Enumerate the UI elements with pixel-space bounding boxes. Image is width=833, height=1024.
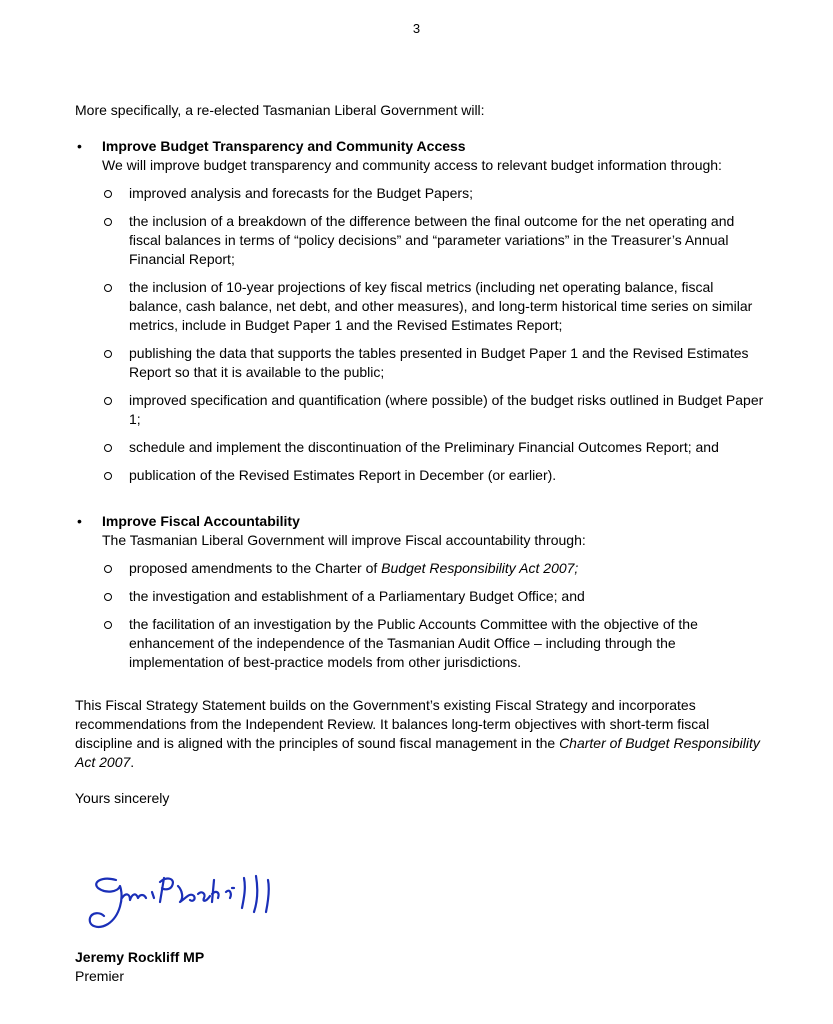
list-item-text: schedule and implement the discontinuation of the Preliminary Financial Outcomes Report; and (129, 439, 719, 455)
list-item-text: the inclusion of a breakdown of the difference between the final outcome for the net operating and fiscal balances in terms of “policy decisions” and “parameter variations” in the Treasurer’s Annual Financial Report; (129, 213, 735, 267)
list-item (102, 184, 765, 203)
circle-bullet-icon (104, 472, 112, 480)
list-item-text: proposed amendments to the Charter of (129, 560, 382, 576)
list-item-text: the facilitation of an investigation by the Public Accounts Committee with the objective of the enhancement of the independence of the Tasmanian Audit Office – including through the implementation of best-practice models from other jurisdictions. (129, 616, 698, 670)
closing-paragraph (75, 696, 765, 772)
list-item-text: the inclusion of 10-year projections of key fiscal metrics (including net operating balance, fiscal balance, cash balance, net debt, and other measures), and long-term historical time series on similar metrics, include in Budget Paper 1 and the Revised Estimates Report; (129, 279, 753, 333)
list-item (102, 559, 765, 578)
closing-text: This Fiscal Strategy Statement builds on the Government’s existing Fiscal Strategy and incorporates recommendations from the Independent Review. It balances long-term objectives with short-term fiscal discipline and is aligned with the principles of sound fiscal management in the (75, 697, 710, 751)
list-item (102, 466, 765, 485)
act-title: Budget Responsibility Act 2007; (381, 560, 579, 576)
bullet-icon: • (77, 138, 82, 154)
circle-bullet-icon (104, 218, 112, 226)
handwritten-signature (80, 868, 290, 938)
list-item (102, 212, 765, 269)
list-item (102, 615, 765, 672)
bullet-icon: • (77, 513, 82, 529)
section-lead: The Tasmanian Liberal Government will improve Fiscal accountability through: (102, 532, 586, 548)
list-item-text: publishing the data that supports the tables presented in Budget Paper 1 and the Revised Estimates Report so that it is available to the public; (129, 345, 749, 380)
circle-bullet-icon (104, 397, 112, 405)
circle-bullet-icon (104, 593, 112, 601)
circle-bullet-icon (104, 621, 112, 629)
section-fiscal-accountability (75, 512, 765, 672)
signer-title: Premier (75, 968, 125, 984)
section-budget-transparency (75, 137, 765, 485)
section-heading: Improve Fiscal Accountability (102, 513, 300, 529)
list-item (102, 438, 765, 457)
page-number: 3 (412, 21, 421, 36)
sub-list (102, 184, 765, 485)
letter-body (75, 101, 765, 822)
list-item (102, 587, 765, 606)
circle-bullet-icon (104, 444, 112, 452)
circle-bullet-icon (104, 565, 112, 573)
list-item-text: improved analysis and forecasts for the Budget Papers; (129, 185, 473, 201)
list-item (102, 391, 765, 429)
circle-bullet-icon (104, 350, 112, 358)
closing-end: . (130, 754, 135, 770)
list-item-text: improved specification and quantification (where possible) of the budget risks outlined in Budget Paper 1; (129, 392, 764, 427)
section-lead: We will improve budget transparency and community access to relevant budget information through: (102, 157, 722, 173)
intro-paragraph: More specifically, a re-elected Tasmanian Liberal Government will: (75, 102, 485, 118)
section-heading: Improve Budget Transparency and Community Access (102, 138, 466, 154)
circle-bullet-icon (104, 284, 112, 292)
valediction: Yours sincerely (75, 790, 170, 806)
list-item-text: the investigation and establishment of a Parliamentary Budget Office; and (129, 588, 585, 604)
list-item (102, 344, 765, 382)
act-title: Charter of Budget Responsibility Act 2007 (75, 735, 760, 770)
list-item-text: publication of the Revised Estimates Report in December (or earlier). (129, 467, 557, 483)
circle-bullet-icon (104, 190, 112, 198)
signer-name: Jeremy Rockliff MP (75, 949, 205, 965)
signer-block (75, 948, 204, 986)
sub-list (102, 559, 765, 672)
list-item (102, 278, 765, 335)
